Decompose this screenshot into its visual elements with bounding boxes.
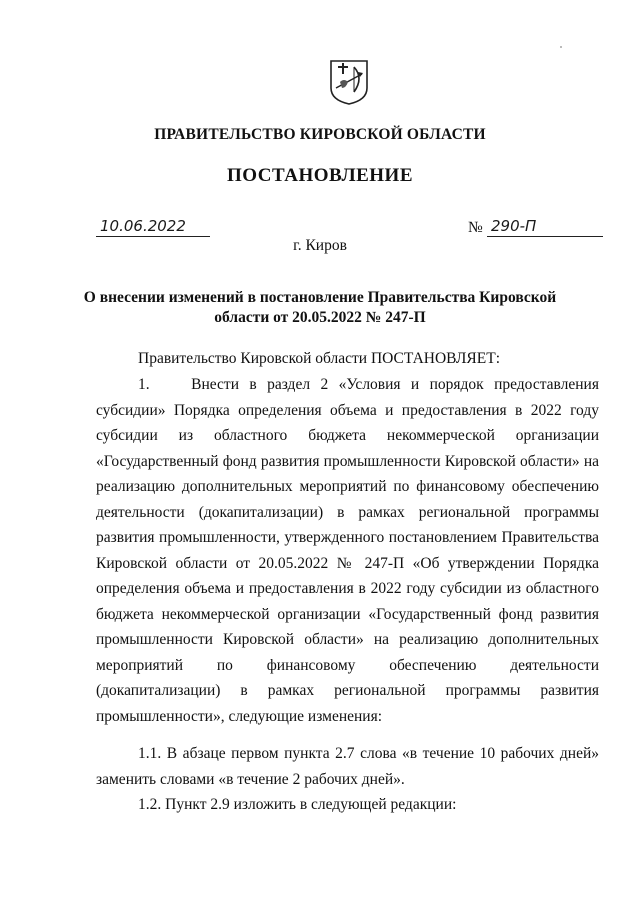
document-subject [0, 288, 640, 328]
item-1-2-paragraph: 1.2. Пункт 2.9 изложить в следующей редакции: [138, 796, 457, 813]
scan-speck [560, 46, 562, 48]
document-type: ПОСТАНОВЛЕНИЕ [226, 165, 414, 186]
number-sign: № [468, 219, 483, 236]
subject-line-1: О внесении изменений в постановление Правительства Кировской [83, 289, 557, 306]
document-date: 10.06.2022 [96, 216, 210, 237]
city: г. Киров [293, 237, 347, 254]
kirov-coat-of-arms-icon [328, 58, 370, 106]
item-1-1-paragraph: 1.1. В абзаце первом пункта 2.7 слова «в течение 10 рабочих дней» заменить словами «в течение 2 рабочих дней». [96, 745, 599, 788]
government-name: ПРАВИТЕЛЬСТВО КИРОВСКОЙ ОБЛАСТИ [154, 126, 486, 143]
subject-line-2: области от 20.05.2022 № 247-П [214, 309, 426, 326]
document-number: 290-П [487, 216, 603, 237]
intro-paragraph: Правительство Кировской области ПОСТАНОВЛЯЕТ: [138, 350, 501, 367]
item-1-paragraph: 1. Внести в раздел 2 «Условия и порядок предоставления субсидии» Порядка определения объема и предоставления в 2022 году субсидии из областного бюджета некоммерческой организации «Государственный фонд развития промышленности Кировской области» на реализацию дополнительных мероприятий по финансовому обеспечению деятельности (докапитализации) в рамках региональной программы развития промышленности, утвержденного постановлением Правительства Кировской области от 20.05.2022 № 247-П «Об утверждении Порядка определения объема и предоставления в 2022 году субсидии из областного бюджета некоммерческой организации «Государственный фонд развития промышленности Кировской области» на реализацию дополнительных мероприятий по финансовому обеспечению деятельности (докапитализации) в рамках региональной программы развития промышленности», следующие изменения: [96, 376, 599, 725]
